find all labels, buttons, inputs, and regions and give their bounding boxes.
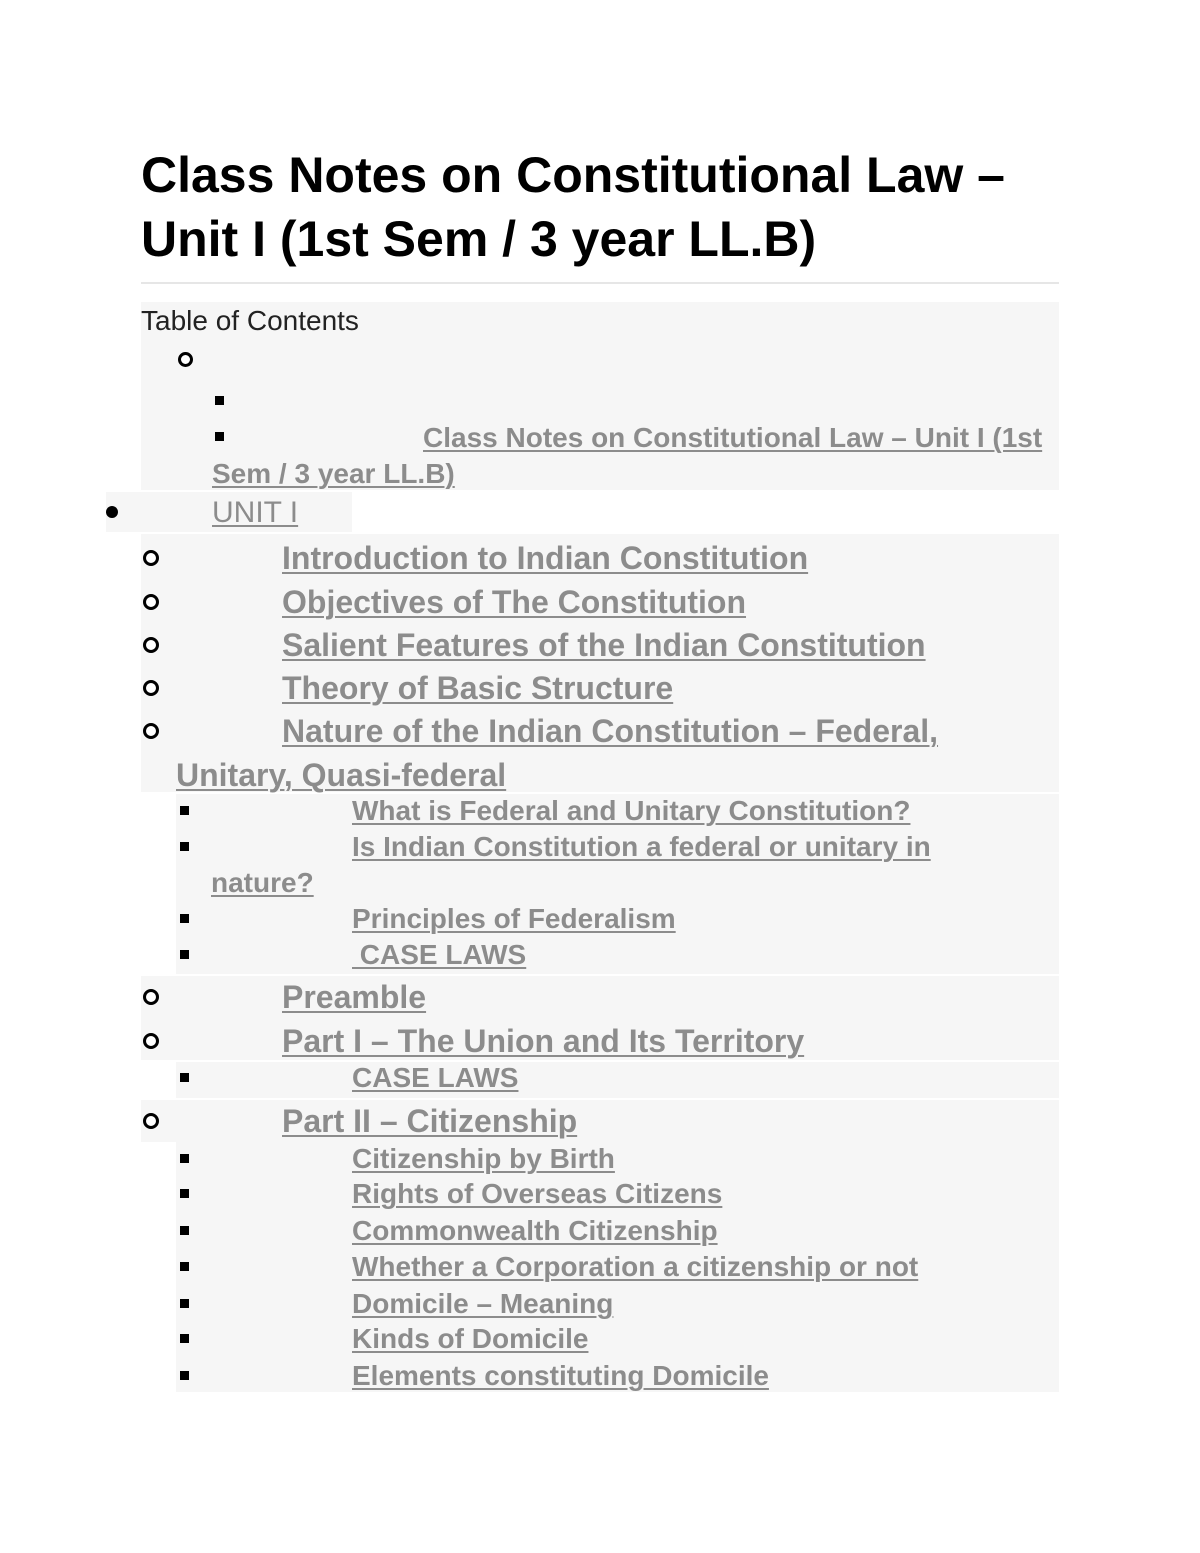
toc-link-title[interactable]: Class Notes on Constitutional Law – Unit I (1st Sem / 3 year LL.B) [212,422,1043,489]
toc-link-subsection[interactable]: Whether a Corporation a citizenship or not [352,1251,919,1282]
disc-bullet-icon [106,506,118,518]
toc-link-subsection[interactable]: Kinds of Domicile [352,1323,589,1354]
square-bullet-icon [180,1334,189,1343]
toc-link-subsection[interactable]: CASE LAWS [352,1062,519,1093]
circle-bullet-icon [143,550,159,566]
circle-bullet-icon [143,594,159,610]
toc-link-subsection[interactable]: Domicile – Meaning [352,1288,614,1319]
toc-link-section[interactable]: Nature of the Indian Constitution – Federal, Unitary, Quasi-federal [176,713,939,793]
toc-background-part1-items [176,1062,1059,1098]
circle-bullet-icon [178,352,193,367]
toc-link-subsection[interactable]: Elements constituting Domicile [352,1360,769,1391]
square-bullet-icon [180,806,189,815]
circle-bullet-icon [143,680,159,696]
square-bullet-icon [180,1226,189,1235]
square-bullet-icon [180,950,189,959]
page-title: Class Notes on Constitutional Law – Unit I (1st Sem / 3 year LL.B) [141,147,1005,267]
toc-link-section[interactable]: Objectives of The Constitution [282,584,747,620]
circle-bullet-icon [143,989,159,1005]
circle-bullet-icon [143,1033,159,1049]
toc-link-subsection[interactable]: Citizenship by Birth [352,1143,615,1174]
circle-bullet-icon [143,723,159,739]
square-bullet-icon [180,1154,189,1163]
square-bullet-icon [180,1371,189,1380]
square-bullet-icon [180,914,189,923]
circle-bullet-icon [143,1113,159,1129]
toc-background-part2 [141,1100,1059,1142]
toc-link-subsection[interactable]: Principles of Federalism [352,903,676,934]
square-bullet-icon [180,1262,189,1271]
toc-link-subsection[interactable]: CASE LAWS [352,939,527,970]
toc-link-section[interactable]: Salient Features of the Indian Constitution [282,627,926,663]
toc-link-section[interactable]: Part I – The Union and Its Territory [282,1023,805,1059]
toc-link-subsection[interactable]: What is Federal and Unitary Constitution? [352,795,911,826]
square-bullet-icon [180,842,189,851]
toc-link-unit[interactable]: UNIT I [212,496,299,529]
title-divider [141,282,1059,284]
toc-link-section[interactable]: Introduction to Indian Constitution [282,540,809,576]
toc-heading: Table of Contents [141,305,359,336]
toc-link-section[interactable]: Part II – Citizenship [282,1103,578,1139]
toc-link-subsection[interactable]: Rights of Overseas Citizens [352,1178,723,1209]
toc-link-subsection[interactable]: Commonwealth Citizenship [352,1215,718,1246]
square-bullet-icon [180,1189,189,1198]
square-bullet-icon [215,396,224,405]
toc-link-section[interactable]: Preamble [282,979,427,1015]
toc-link-section[interactable]: Theory of Basic Structure [282,670,674,706]
circle-bullet-icon [143,637,159,653]
square-bullet-icon [180,1299,189,1308]
square-bullet-icon [180,1073,189,1082]
toc-link-subsection[interactable]: Is Indian Constitution a federal or unitary in nature? [211,831,931,898]
